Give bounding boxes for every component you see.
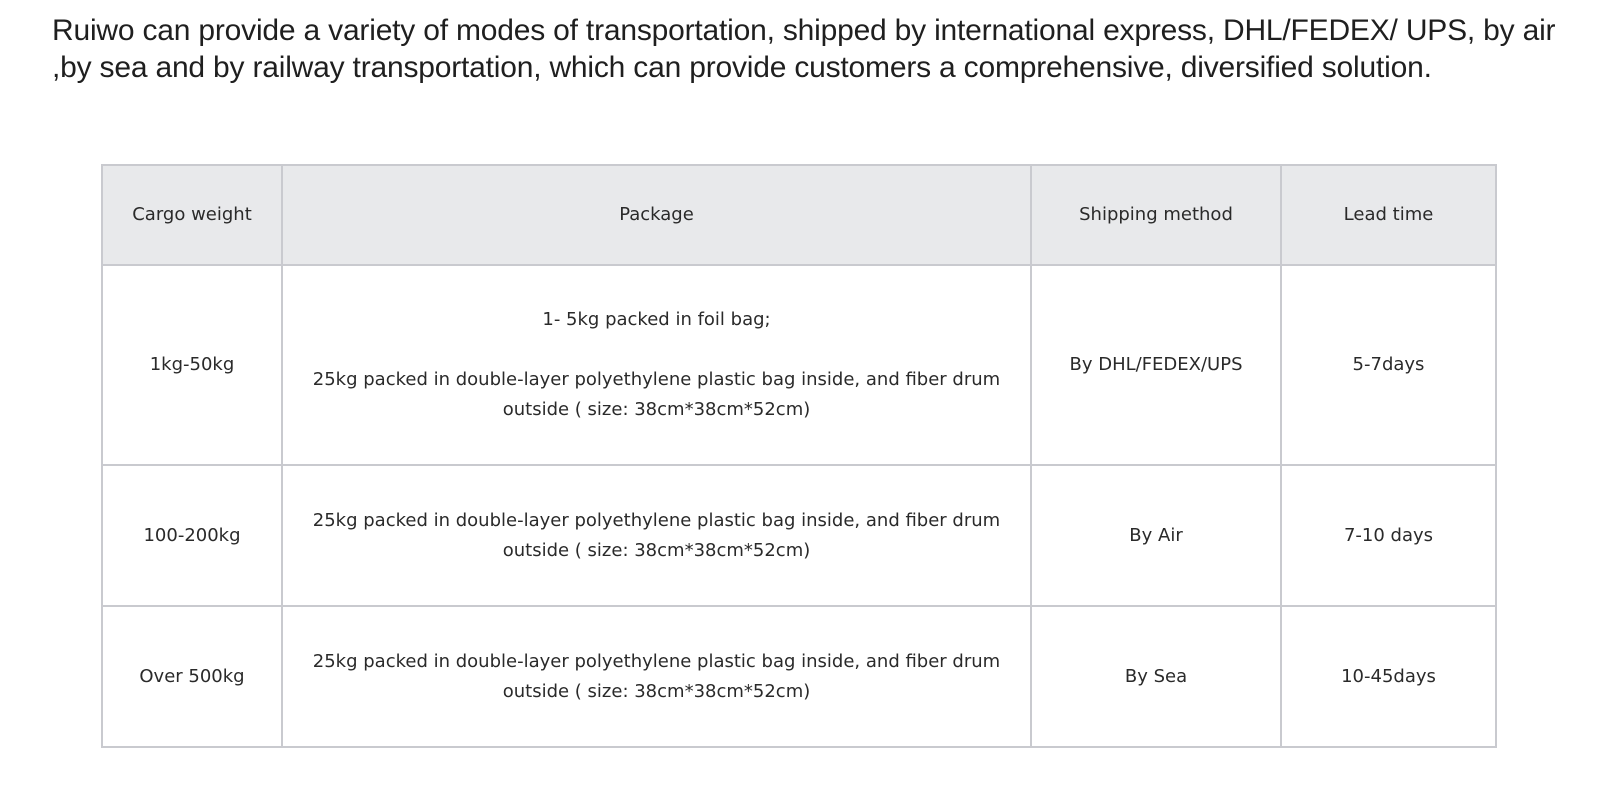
table-header-row <box>102 165 1496 265</box>
lead-time-cell: 5-7days <box>1281 265 1496 465</box>
cargo-weight-cell: Over 500kg <box>102 606 282 747</box>
package-line: 25kg packed in double-layer polyethylene plastic bag inside, and fiber drum outside ( size: 38cm*38cm*52cm) <box>312 369 1001 420</box>
table-row <box>102 606 1496 747</box>
package-line: 25kg packed in double-layer polyethylene plastic bag inside, and fiber drum outside ( size: 38cm*38cm*52cm) <box>312 650 1001 702</box>
lead-time-cell: 10-45days <box>1281 606 1496 747</box>
intro-paragraph: Ruiwo can provide a variety of modes of transportation, shipped by international express, DHL/FEDEX/ UPS, by air ,by sea and by railway transportation, which can provide customers a comprehensive, diversified solution. <box>52 14 1556 84</box>
shipping-table <box>101 164 1497 748</box>
header-shipping-method: Shipping method <box>1031 165 1281 265</box>
table-row <box>102 265 1496 465</box>
header-lead-time: Lead time <box>1281 165 1496 265</box>
shipping-method-cell: By DHL/FEDEX/UPS <box>1031 265 1281 465</box>
package-cell <box>282 606 1031 747</box>
package-line: 25kg packed in double-layer polyethylene plastic bag inside, and fiber drum outside ( size: 38cm*38cm*52cm) <box>312 509 1001 561</box>
cargo-weight-cell: 100-200kg <box>102 465 282 606</box>
package-cell <box>282 265 1031 465</box>
shipping-method-cell: By Sea <box>1031 606 1281 747</box>
table-row <box>102 465 1496 606</box>
package-cell <box>282 465 1031 606</box>
cargo-weight-cell: 1kg-50kg <box>102 265 282 465</box>
shipping-method-cell: By Air <box>1031 465 1281 606</box>
lead-time-cell: 7-10 days <box>1281 465 1496 606</box>
package-line: 1- 5kg packed in foil bag; <box>542 309 771 330</box>
header-cargo-weight: Cargo weight <box>102 165 282 265</box>
header-package: Package <box>282 165 1031 265</box>
